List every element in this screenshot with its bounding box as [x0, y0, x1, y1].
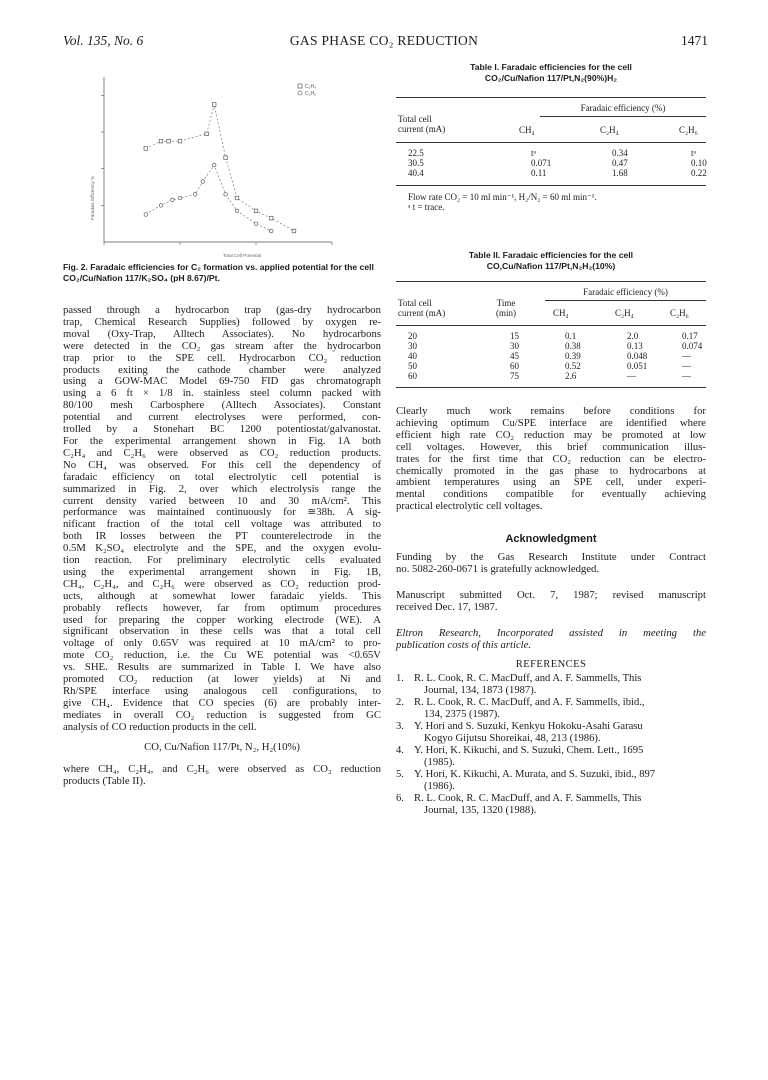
reference-line: Kogyo Gijutsu Shoreikai, 48, 213 (1986).	[424, 732, 601, 744]
table-2-col-time	[496, 298, 516, 318]
right-body-line: achieving optimum Cu/SPE interface are identified where	[396, 416, 706, 429]
table-2-col1-line-1: Time	[496, 298, 516, 308]
table-1-notes	[408, 192, 597, 212]
reference-line: R. L. Cook, R. C. MacDuff, and A. F. Sammells, This	[414, 793, 642, 804]
left-body-line: analysis of CO reduction products in the cell.	[63, 720, 257, 733]
data-point-c2h4	[254, 209, 258, 213]
chart-legend	[298, 84, 316, 97]
table-1-col-c2h6: C₂H₆	[679, 125, 698, 135]
table-2-cell: 15	[510, 331, 519, 341]
data-point-c2h6	[224, 193, 228, 197]
reference-line: 134, 2375 (1987).	[424, 708, 500, 720]
left-body-line: nificant fraction of the total cell voltage was attributed to	[63, 518, 381, 531]
table-1-note-flow: Flow rate CO₂ = 10 ml min⁻¹, H₂/N₂ = 60 ml min⁻¹.	[408, 192, 597, 202]
figure-2-caption: Fig. 2. Faradaic efficiencies for C₂ formation vs. applied potential for the cell CO₂/Cu/Nafion 117/K₂SO₄ (pH 8.67)/Pt.	[63, 262, 374, 283]
left-body-line: 80/100 mesh Carbosphere (Alltech Associates). Constant	[63, 399, 381, 412]
table-2-cell: 30	[510, 341, 519, 351]
right-column-body	[396, 406, 706, 513]
data-point-c2h6	[178, 196, 182, 200]
data-point-c2h6	[159, 204, 163, 208]
table-1-cell: 0.11	[531, 168, 547, 178]
table-2-col0-line-2: current (mA)	[398, 308, 446, 318]
table-1-cell: 0.34	[612, 148, 628, 158]
data-point-c2h6	[171, 198, 175, 202]
table-2-cell: 0.38	[565, 341, 581, 351]
ack-line: no. 5082-260-0671 is gratefully acknowledged.	[396, 562, 600, 575]
right-body-line: ambient temperatures using an SPE cell, under experi-	[396, 476, 706, 489]
references-heading: REFERENCES	[515, 659, 587, 670]
data-point-c2h4	[292, 229, 296, 233]
left-body-line: potential and current electrolyses were performed, con-	[63, 411, 381, 424]
table-1-col0-line-1: Total cell	[398, 114, 432, 124]
left-body-line: promoted CO₂ reduction (at lower yields) at Ni and	[63, 673, 381, 686]
left-body-line: using the experimental arrangement shown in Fig. 1B,	[63, 565, 381, 578]
table-2-row	[396, 371, 722, 381]
left-body-line: No CH₄ was observed. For this cell the dependency of	[63, 458, 381, 471]
left-body-line: Rh/SPE interface using analogous cell configurations, to	[63, 685, 381, 697]
table-1-cell: 22.5	[408, 148, 424, 158]
left-body-line: trap, Chemical Research Supplies) followed by oxygen re-	[63, 315, 381, 328]
table-2-col-ch4: CH₄	[553, 308, 569, 318]
table-2-cell: —	[627, 371, 636, 381]
left-column-body	[63, 305, 381, 734]
legend-marker-c2h6	[298, 91, 302, 95]
left-body-line: trap prior to the SPE cell. Hydrocarbon CO₂ reduction	[63, 351, 381, 364]
table-1-note-trace: ᵃ t = trace.	[408, 202, 445, 212]
left-body-line: passed through a hydrocarbon trap (gas-dry hydrocarbon	[63, 304, 381, 316]
left-body-line: tion reaction. For preliminary electrolytic cells evaluated	[63, 554, 381, 567]
data-point-c2h6	[212, 163, 216, 167]
table-1-cell: 1.68	[612, 168, 628, 178]
legend-label-c2h4: C₂H₄	[305, 84, 317, 90]
table-2-body	[396, 331, 722, 381]
table-1-cell: 30.5	[408, 158, 424, 168]
chart-series	[144, 103, 296, 233]
left-body-line: vs. SHE. Results are summarized in Table I. We have also	[63, 661, 381, 674]
reference-number: 1.	[396, 673, 404, 684]
table-2-cell: 60	[510, 361, 519, 371]
left-column-tail	[63, 764, 381, 788]
table-2-cell: 45	[510, 351, 519, 361]
right-body-line: mental conditions compatible for eventually achieving	[396, 488, 706, 501]
table-1-cell: 0.10	[691, 158, 707, 168]
table-2-cell: 0.074	[682, 341, 703, 351]
reference-number: 2.	[396, 697, 404, 708]
data-point-c2h4	[235, 196, 239, 200]
table-1-cell: 0.22	[691, 168, 707, 178]
table-1-col-total-current	[398, 114, 445, 134]
series-line-c2h4	[146, 105, 294, 232]
manuscript-submitted	[396, 590, 706, 614]
data-point-c2h6	[254, 222, 258, 226]
table-2-cell: 75	[510, 371, 519, 381]
right-body-line: chemically promoted in the gas phase to hydrocarbons at	[396, 464, 706, 477]
data-point-c2h4	[205, 132, 209, 136]
table-2-title-line-2: CO,Cu/Nafion 117/Pt,N₂H₂(10%)	[486, 261, 616, 271]
table-2-cell: 0.13	[627, 341, 643, 351]
left-body-line: used for preparing the copper working electrode (WE). A	[63, 613, 381, 626]
ack-line: Funding by the Gas Research Institute under Contract	[396, 551, 706, 563]
table-2-cell: —	[682, 371, 691, 381]
table-2-cell: 0.17	[682, 331, 698, 341]
table-1-row	[396, 158, 721, 168]
left-body-line: both IR losses between the PT counterelectrode in the	[63, 530, 381, 543]
left-tail-line: where CH₄, C₂H₄, and C₂H₆ were observed as CO₂ reduction	[63, 763, 381, 775]
table-2-title-line-1: Table II. Faradaic efficiencies for the cell	[468, 250, 634, 260]
table-2-group-header: Faradaic efficiency (%)	[583, 287, 668, 297]
cell-configuration-line: CO, Cu/Nafion 117/Pt, N₂, H₂(10%)	[144, 741, 300, 753]
table-2-cell: —	[682, 351, 691, 361]
journal-volume: Vol. 135, No. 6	[63, 33, 144, 48]
table-2-cell: 30	[408, 341, 417, 351]
reference-line: Y. Hori and S. Suzuki, Kenkyu Hokoku-Asahi Garasu	[414, 721, 643, 732]
left-body-line: using a GOW-MAC Model 69-750 FID gas chromatograph	[63, 375, 381, 388]
chart-axes	[101, 77, 332, 245]
table-2-row	[396, 331, 722, 341]
page-number: 1471	[681, 33, 708, 48]
data-point-c2h6	[193, 193, 197, 197]
reference-line: Y. Hori, K. Kikuchi, A. Murata, and S. Suzuki, ibid., 897	[414, 769, 656, 780]
legend-label-c2h6: C₂H₆	[305, 91, 317, 97]
publication-note-line: publication costs of this article.	[396, 638, 532, 651]
reference-line: Journal, 135, 1320 (1988).	[424, 804, 537, 816]
left-tail-line: products (Table II).	[63, 774, 146, 787]
table-2-col-c2h6: C₂H₆	[670, 308, 689, 318]
table-2-cell: —	[682, 361, 691, 371]
table-1-cell: 40.4	[408, 168, 424, 178]
table-2-cell: 2.0	[627, 331, 639, 341]
left-body-line: ucts, although at somewhat lower faradaic yields. This	[63, 589, 381, 602]
data-point-c2h4	[144, 147, 148, 151]
left-body-line: C₂H₄ and C₂H₆ were observed as CO₂ reduction products.	[63, 446, 381, 459]
reference-number: 6.	[396, 793, 404, 804]
table-1-row	[396, 168, 721, 178]
table-2-col1-line-2: (min)	[496, 308, 516, 318]
publication-note-line: Eltron Research, Incorporated assisted in meeting the	[396, 627, 706, 639]
reference-line: (1985).	[424, 756, 455, 768]
table-1-group-header: Faradaic efficiency (%)	[580, 103, 666, 113]
reference-number: 5.	[396, 769, 404, 780]
data-point-c2h4	[159, 139, 163, 143]
table-1-cell: tᵃ	[531, 148, 536, 158]
left-body-line: significant observation in these cells was that a total cell	[63, 625, 381, 638]
left-body-line: current density varied between 10 and 30 mA/cm². This	[63, 494, 381, 507]
table-1-col-ch4: CH₄	[519, 125, 535, 135]
left-body-line: give CH₄. Evidence that CO species (6) are probably inter-	[63, 696, 381, 709]
left-body-line: faradaic efficiency on total electrolytic cell potential is	[63, 470, 381, 483]
table-2-cell: 20	[408, 331, 417, 341]
left-body-line: CH₄, C₂H₄, and C₂H₆ were observed as CO₂ reduction prod-	[63, 577, 381, 590]
data-point-c2h6	[235, 209, 239, 213]
reference-line: Journal, 134, 1873 (1987).	[424, 684, 537, 696]
table-2-cell: 0.52	[565, 361, 581, 371]
left-body-line: trolled by a Stonehart BC 1200 potentiostat/galvanostat.	[63, 423, 381, 436]
publication-costs-note	[396, 628, 706, 652]
running-title: GAS PHASE CO₂ REDUCTION	[289, 33, 479, 48]
legend-marker-c2h4	[298, 84, 302, 88]
table-2-cell: 0.048	[627, 351, 648, 361]
table-2-col0-line-1: Total cell	[398, 298, 432, 308]
reference-line: Y. Hori, K. Kikuchi, and S. Suzuki, Chem. Lett., 1695	[414, 745, 644, 756]
data-point-c2h6	[269, 229, 273, 233]
reference-number: 4.	[396, 745, 404, 756]
table-2-row	[396, 361, 722, 371]
table-1-cell: tᵃ	[691, 148, 696, 158]
data-point-c2h6	[201, 180, 205, 184]
data-point-c2h4	[167, 139, 171, 143]
table-1-body	[396, 148, 721, 178]
table-2-row	[396, 341, 722, 351]
series-line-c2h6	[146, 165, 271, 231]
table-1-title-line-1: Table I. Faradaic efficiencies for the cell	[470, 62, 632, 72]
right-body-line: trates for the first time that CO₂ reduction can be electro-	[396, 452, 706, 465]
table-2-cell: 40	[408, 351, 417, 361]
table-2-cell: 50	[408, 361, 417, 371]
acknowledgment-text	[396, 552, 706, 576]
right-body-line: cell voltages. However, this brief communication illus-	[396, 440, 706, 453]
right-body-line: practical electrolytic cell voltages.	[396, 500, 543, 513]
table-2-row	[396, 351, 722, 361]
left-body-line: 0.5M K₂SO₄ electrolyte and the SPE, and the oxygen evolu-	[63, 542, 381, 555]
reference-line: (1986).	[424, 780, 455, 792]
right-body-line: Clearly much work remains before conditions for	[396, 405, 706, 417]
left-body-line: summarized in Fig. 2, over which electrolysis range the	[63, 482, 381, 495]
table-2-cell: 0.39	[565, 351, 581, 361]
data-point-c2h4	[224, 156, 228, 160]
left-body-line: were detected in the CO₂ gas stream after the hydrocarbon	[63, 339, 381, 352]
figure-2-chart	[85, 62, 385, 262]
left-body-line: using a 6 ft × 1/8 in. stainless steel column packed with	[63, 387, 381, 400]
data-point-c2h4	[212, 103, 216, 107]
table-2-cell: 60	[408, 371, 417, 381]
table-1-col0-line-2: current (mA)	[398, 124, 446, 134]
table-2-col-total-current	[398, 298, 445, 318]
table-2-col-c2h4: C₂H₄	[615, 308, 634, 318]
table-1-cell: 0.071	[531, 158, 552, 168]
data-point-c2h4	[269, 216, 273, 220]
left-body-line: For the experimental arrangement shown in Fig. 1A both	[63, 434, 381, 447]
table-1-col-c2h4: C₂H₄	[600, 125, 619, 135]
left-body-line: mote CO₂ reduction, i.e. the Cu WE potential was <0.65V	[63, 649, 381, 662]
reference-line: R. L. Cook, R. C. MacDuff, and A. F. Sammells, This	[414, 673, 642, 684]
table-2-cell: 2.6	[565, 371, 577, 381]
data-point-c2h6	[144, 213, 148, 217]
chart-y-axis-label: Faradaic Efficiency %	[90, 175, 95, 220]
table-1-title	[396, 62, 706, 84]
table-1-cell: 0.47	[612, 158, 628, 168]
table-2-cell: 0.1	[565, 331, 577, 341]
chart-x-axis-label: Total Cell Potential	[223, 253, 262, 258]
left-body-line: mediates in overall CO₂ reduction is suggested from GC	[63, 708, 381, 721]
reference-line: R. L. Cook, R. C. MacDuff, and A. F. Sammells, ibid.,	[414, 697, 645, 708]
reference-number: 3.	[396, 721, 404, 732]
table-2-cell: 0.051	[627, 361, 648, 371]
submitted-line: Manuscript submitted Oct. 7, 1987; revised manuscript	[396, 589, 706, 601]
data-point-c2h4	[178, 139, 182, 143]
submitted-line: received Dec. 17, 1987.	[396, 600, 498, 613]
right-body-line: efficient high rate CO₂ reduction may be promoted at low	[396, 428, 706, 441]
left-body-line: products exiting the cathode chamber were analyzed	[63, 363, 381, 376]
left-body-line: performance was maintained continuously for ≅38h. A sig-	[63, 506, 381, 519]
left-body-line: probably reflects however, far from optimum procedures	[63, 601, 381, 614]
left-body-line: voltage of only 0.65V was required at 10 mA/cm² to pro-	[63, 637, 381, 650]
table-1-row	[396, 148, 721, 158]
left-body-line: moval (Oxy-Trap, Alltech Associates). No hydrocarbons	[63, 327, 381, 340]
acknowledgment-heading: Acknowledgment	[505, 533, 597, 545]
table-1-title-line-2: CO₂/Cu/Nafion 117/Pt,N₂(90%)H₂	[484, 73, 618, 83]
table-2-title	[396, 250, 706, 272]
